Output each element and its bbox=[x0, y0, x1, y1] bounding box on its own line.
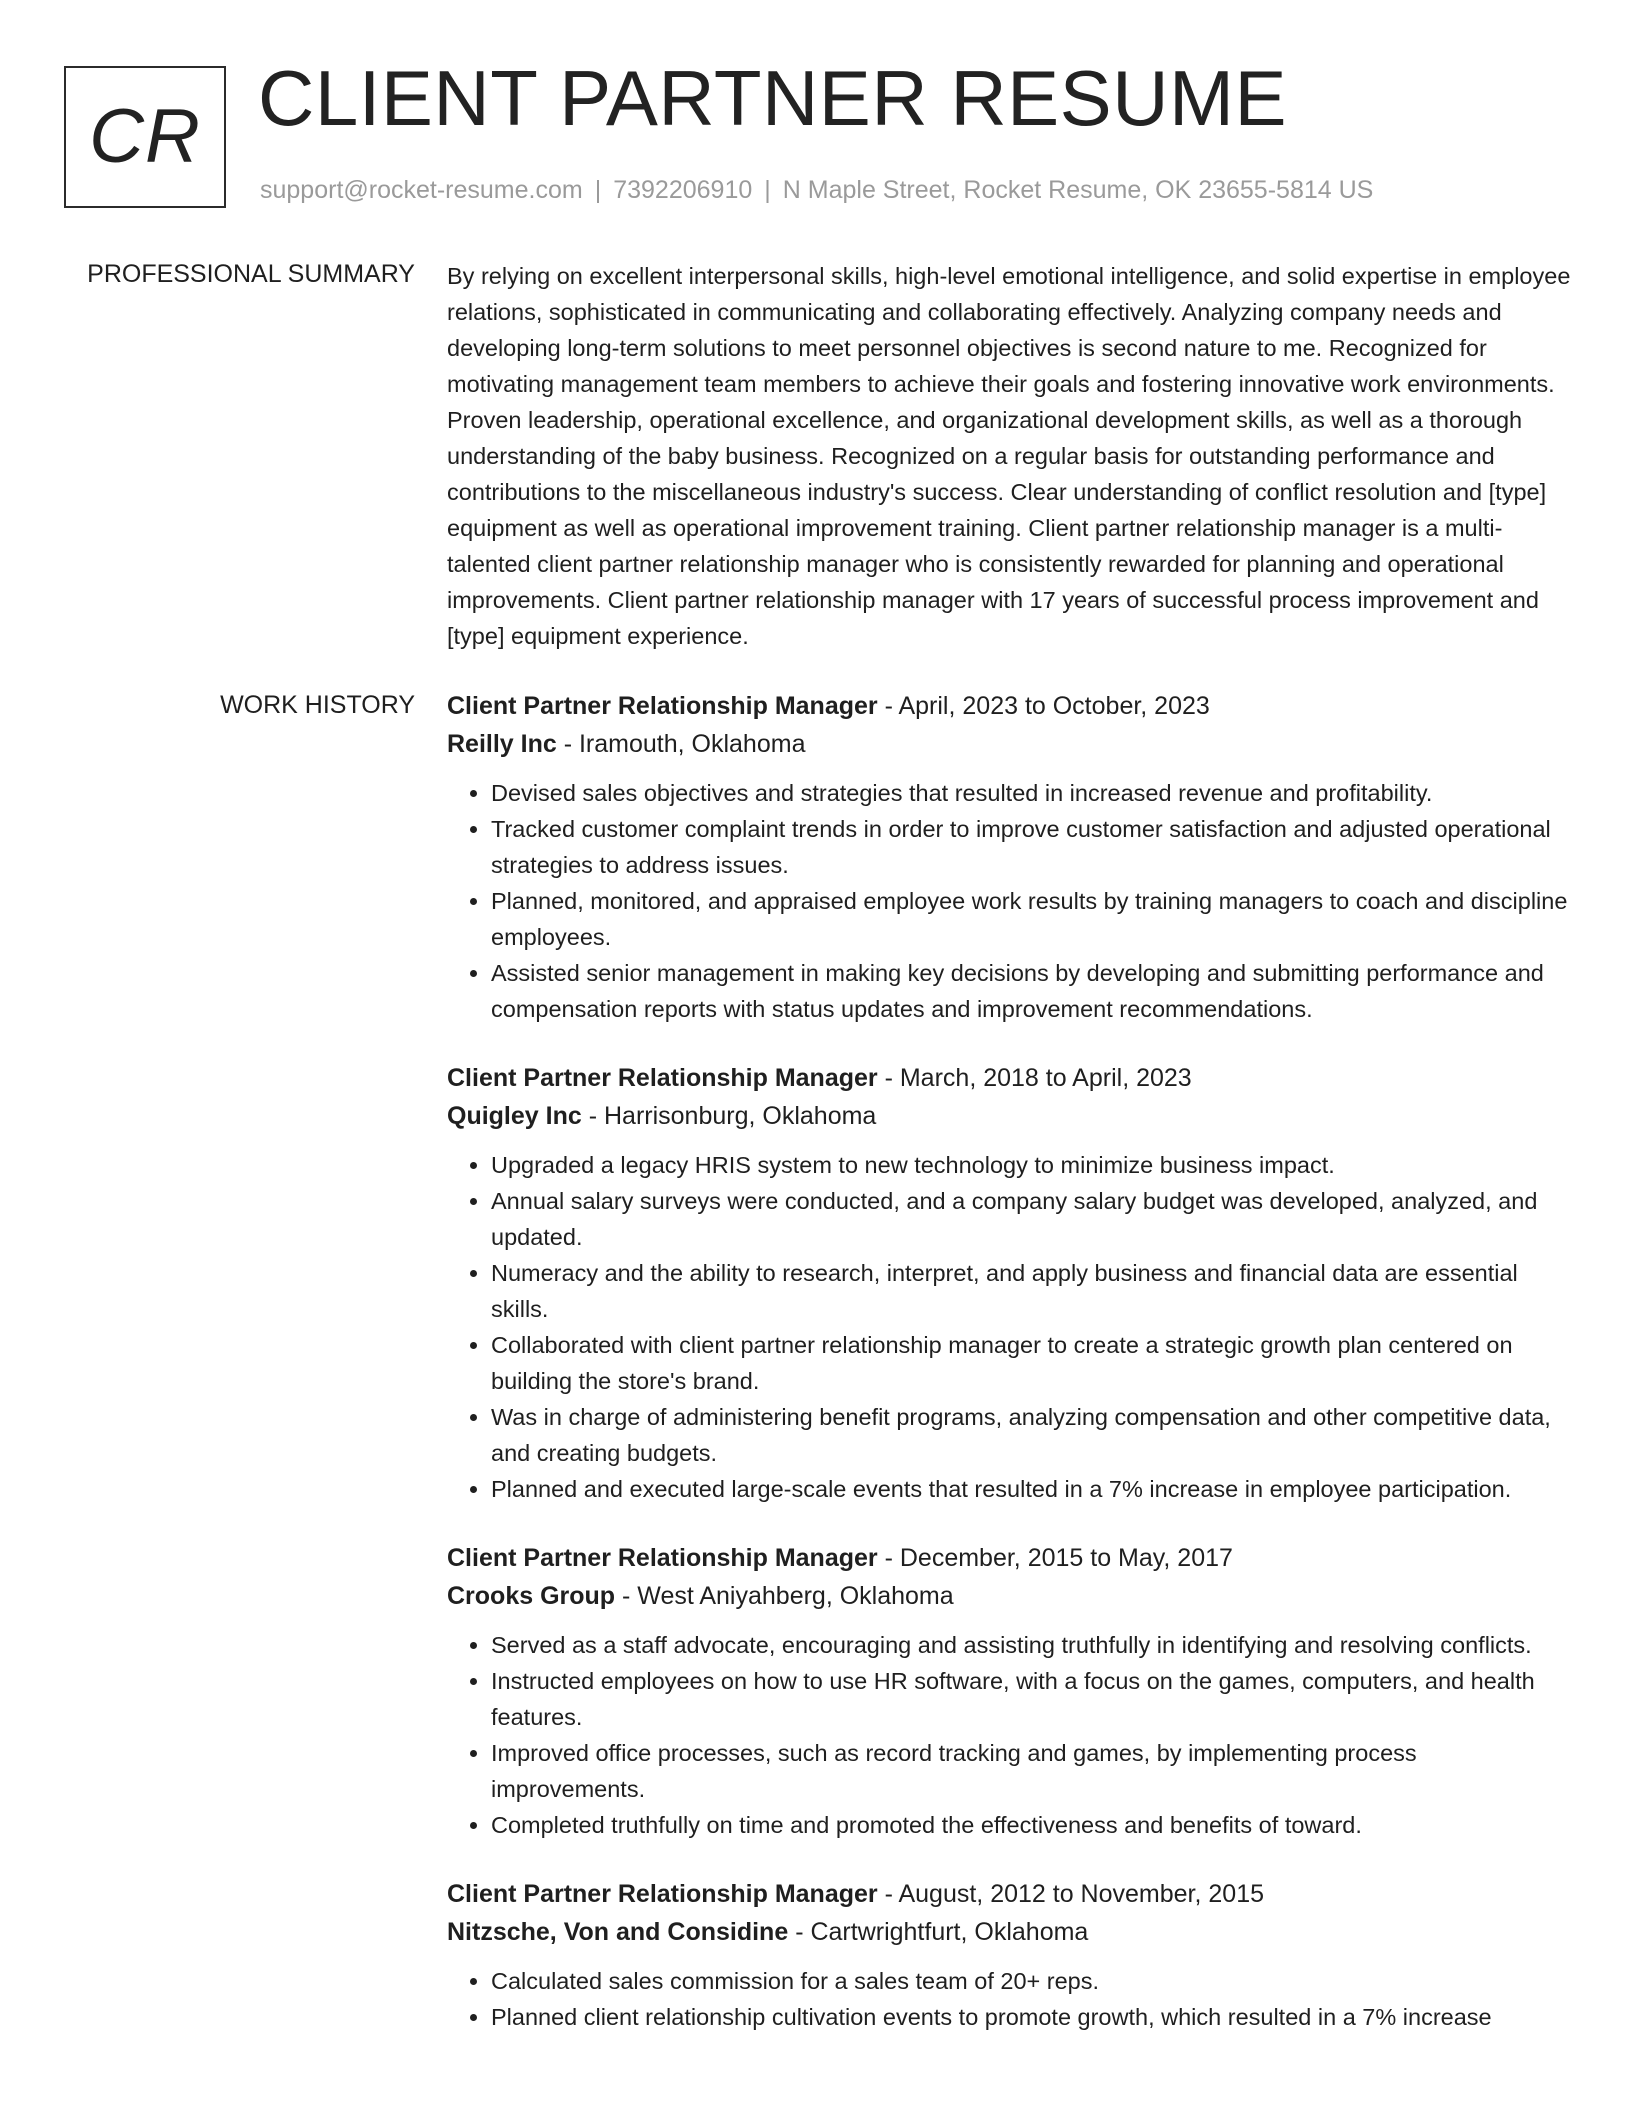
monogram-box bbox=[64, 66, 226, 208]
company-name: Reilly Inc bbox=[447, 730, 557, 758]
company-name: Nitzsche, Von and Considine bbox=[447, 1918, 789, 1946]
company-location: - Harrisonburg, Oklahoma bbox=[581, 1102, 877, 1130]
job-dates: - December, 2015 to May, 2017 bbox=[877, 1544, 1233, 1572]
bullet-item: • Assisted senior management in making key decisions by developing and submitting performance and compensation reports with status updates and improvement recommendations. bbox=[491, 955, 1572, 1027]
bullet-item: • Planned client relationship cultivation events to promote growth, which resulted in a 7% increase bbox=[491, 1999, 1572, 2035]
job-dates: - April, 2023 to October, 2023 bbox=[877, 692, 1210, 720]
work-history-section bbox=[447, 687, 1572, 2067]
bullet-item: • Planned and executed large-scale events that resulted in a 7% increase in employee participation. bbox=[491, 1471, 1572, 1507]
job-title-line bbox=[447, 1539, 1572, 1577]
bullet-item: • Annual salary surveys were conducted, and a company salary budget was developed, analyzed, and updated. bbox=[491, 1183, 1572, 1255]
bullet-item: • Collaborated with client partner relationship manager to create a strategic growth plan centered on building the store's brand. bbox=[491, 1327, 1572, 1399]
job-title: Client Partner Relationship Manager bbox=[447, 1064, 878, 1092]
job-dates: - August, 2012 to November, 2015 bbox=[877, 1880, 1265, 1908]
company-line bbox=[447, 1097, 1572, 1135]
bullet-item: • Tracked customer complaint trends in order to improve customer satisfaction and adjusted operational strategies to address issues. bbox=[491, 811, 1572, 883]
contact-line bbox=[260, 176, 1373, 205]
summary-text: By relying on excellent interpersonal skills, high-level emotional intelligence, and solid expertise in employee relations, sophisticated in communicating and collaborating effectively. Analyzing company needs and developing long-term solutions to meet personnel objectives is second nature to me. Recognized for motivating management team members to achieve their goals and fostering innovative work environments. Proven leadership, operational excellence, and organizational development skills, as well as a thorough understanding of the baby business. Recognized on a regular basis for outstanding performance and contributions to the miscellaneous industry's success. Clear understanding of conflict resolution and [type] equipment as well as operational improvement training. Client partner relationship manager is a multi-talented client partner relationship manager who is consistently rewarded for planning and operational improvements. Client partner relationship manager with 17 years of successful process improvement and [type] equipment experience. bbox=[447, 263, 1571, 649]
job-entry bbox=[447, 1059, 1572, 1507]
contact-email: support@rocket-resume.com bbox=[260, 176, 583, 204]
section-label-summary: PROFESSIONAL SUMMARY bbox=[87, 260, 415, 288]
contact-phone: 7392206910 bbox=[613, 176, 753, 204]
job-title-line bbox=[447, 1059, 1572, 1097]
job-title: Client Partner Relationship Manager bbox=[447, 692, 878, 720]
company-location: - West Aniyahberg, Oklahoma bbox=[615, 1582, 954, 1610]
job-bullets bbox=[447, 1627, 1572, 1843]
job-bullets bbox=[447, 775, 1572, 1027]
job-list bbox=[447, 687, 1572, 2035]
bullet-item: • Completed truthfully on time and promoted the effectiveness and benefits of toward. bbox=[491, 1807, 1572, 1843]
company-name: Crooks Group bbox=[447, 1582, 616, 1610]
company-name: Quigley Inc bbox=[447, 1102, 582, 1130]
job-title: Client Partner Relationship Manager bbox=[447, 1880, 878, 1908]
bullet-item: • Planned, monitored, and appraised employee work results by training managers to coach and discipline employees. bbox=[491, 883, 1572, 955]
summary-section bbox=[447, 258, 1572, 654]
contact-address: N Maple Street, Rocket Resume, OK 23655-5814 US bbox=[782, 176, 1374, 204]
job-bullets bbox=[447, 1963, 1572, 2035]
job-title-line bbox=[447, 687, 1572, 725]
job-bullets bbox=[447, 1147, 1572, 1507]
resume-title: CLIENT PARTNER RESUME bbox=[258, 54, 1288, 142]
job-dates: - March, 2018 to April, 2023 bbox=[877, 1064, 1192, 1092]
company-line bbox=[447, 725, 1572, 763]
bullet-item: • Improved office processes, such as record tracking and games, by implementing process improvements. bbox=[491, 1735, 1572, 1807]
job-entry bbox=[447, 1875, 1572, 2035]
company-location: - Iramouth, Oklahoma bbox=[556, 730, 806, 758]
job-title: Client Partner Relationship Manager bbox=[447, 1544, 878, 1572]
bullet-item: • Served as a staff advocate, encouraging and assisting truthfully in identifying and resolving conflicts. bbox=[491, 1627, 1572, 1663]
contact-separator: | bbox=[594, 176, 602, 204]
job-entry bbox=[447, 1539, 1572, 1843]
bullet-item: • Calculated sales commission for a sales team of 20+ reps. bbox=[491, 1963, 1572, 1999]
job-title-line bbox=[447, 1875, 1572, 1913]
company-line bbox=[447, 1577, 1572, 1615]
bullet-item: • Numeracy and the ability to research, interpret, and apply business and financial data are essential skills. bbox=[491, 1255, 1572, 1327]
contact-separator: | bbox=[764, 176, 771, 204]
bullet-item: • Devised sales objectives and strategies that resulted in increased revenue and profitability. bbox=[491, 775, 1572, 811]
section-label-work-history: WORK HISTORY bbox=[220, 691, 415, 719]
bullet-item: • Upgraded a legacy HRIS system to new technology to minimize business impact. bbox=[491, 1147, 1572, 1183]
monogram-initials: CR bbox=[89, 94, 201, 179]
company-line bbox=[447, 1913, 1572, 1951]
bullet-item: • Was in charge of administering benefit programs, analyzing compensation and other competitive data, and creating budgets. bbox=[491, 1399, 1572, 1471]
company-location: - Cartwrightfurt, Oklahoma bbox=[788, 1918, 1089, 1946]
bullet-item: • Instructed employees on how to use HR software, with a focus on the games, computers, and health features. bbox=[491, 1663, 1572, 1735]
job-entry bbox=[447, 687, 1572, 1027]
